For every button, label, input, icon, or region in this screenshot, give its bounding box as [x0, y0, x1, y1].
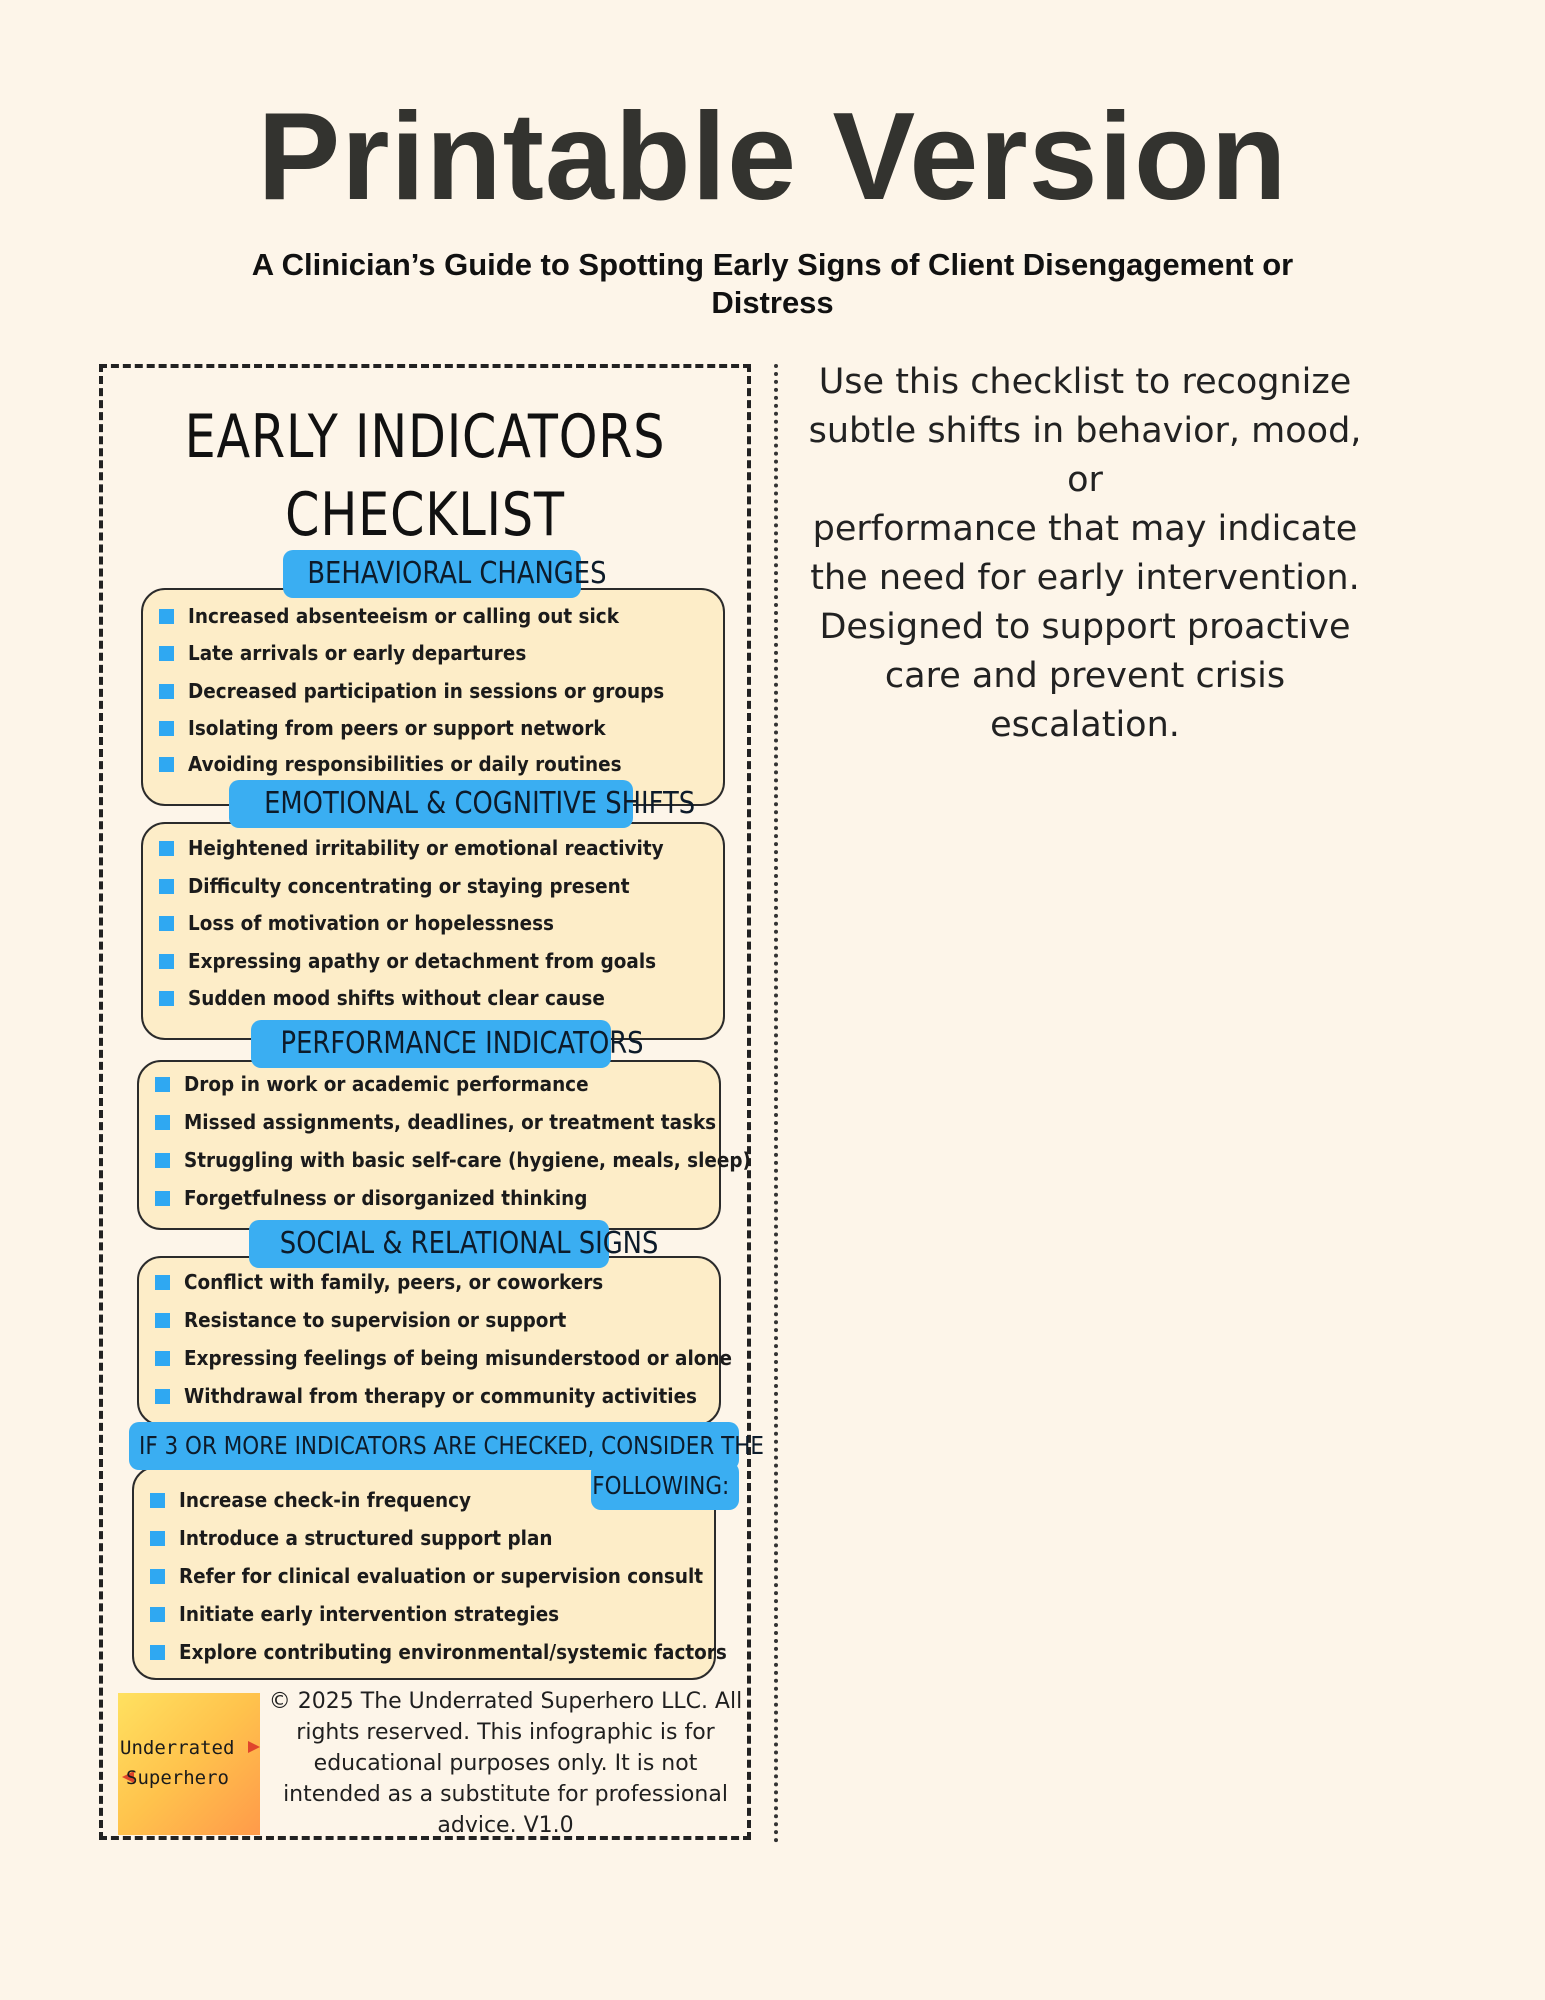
checkbox-square-icon[interactable] — [155, 1313, 170, 1328]
section-box-social — [137, 1256, 732, 1426]
checkbox-square-icon[interactable] — [159, 721, 174, 736]
section-box-behavioral — [141, 588, 725, 806]
description-line-5: Designed to support proactive — [819, 607, 1351, 647]
section-heading-behavioral: BEHAVIORAL CHANGES — [283, 550, 581, 598]
page-title: Printable Version — [257, 88, 1288, 226]
section-heading-social: SOCIAL & RELATIONAL SIGNS — [249, 1220, 609, 1268]
checklist-item[interactable]: Increased absenteeism or calling out sick — [159, 604, 656, 628]
checkbox-square-icon[interactable] — [155, 1191, 170, 1206]
checklist-title-line-2: CHECKLIST — [285, 480, 565, 550]
checklist-item[interactable]: Expressing feelings of being misunderstood or alone — [155, 1346, 780, 1370]
checkbox-square-icon[interactable] — [155, 1077, 170, 1092]
description-line-3: performance that may indicate — [812, 509, 1358, 549]
checklist-item[interactable]: Missed assignments, deadlines, or treatment tasks — [155, 1110, 762, 1134]
checklist-item[interactable]: Heightened irritability or emotional reactivity — [159, 836, 705, 860]
logo-line-1: Underrated — [120, 1737, 235, 1759]
checklist-item[interactable]: Sudden mood shifts without clear cause — [159, 986, 641, 1010]
checklist-item[interactable]: Difficulty concentrating or staying present — [159, 874, 668, 898]
checklist-item[interactable]: Resistance to supervision or support — [155, 1308, 600, 1332]
action-heading-line-1: IF 3 OR MORE INDICATORS ARE CHECKED, CONSIDER THE — [139, 1431, 764, 1460]
action-heading — [129, 1422, 764, 1510]
checkbox-square-icon[interactable] — [150, 1607, 165, 1622]
section-heading-emotional: EMOTIONAL & COGNITIVE SHIFTS — [229, 780, 633, 828]
description-text — [790, 358, 1380, 750]
checkbox-square-icon[interactable] — [155, 1115, 170, 1130]
checklist-item[interactable]: Introduce a structured support plan — [150, 1526, 585, 1550]
checkbox-square-icon[interactable] — [150, 1531, 165, 1546]
checkbox-square-icon[interactable] — [159, 879, 174, 894]
checklist-item[interactable]: Isolating from peers or support network — [159, 716, 642, 740]
section-box-performance — [137, 1060, 751, 1230]
subtitle-line-2: Distress — [711, 285, 834, 320]
logo-text — [120, 1733, 260, 1793]
checklist-item[interactable]: Decreased participation in sessions or groups — [159, 679, 706, 703]
section-heading-performance: PERFORMANCE INDICATORS — [251, 1020, 611, 1068]
checkbox-square-icon[interactable] — [159, 646, 174, 661]
checklist-item[interactable]: Forgetfulness or disorganized thinking — [155, 1186, 623, 1210]
checklist-item[interactable]: Avoiding responsibilities or daily routines — [159, 752, 659, 776]
checkbox-square-icon[interactable] — [159, 609, 174, 624]
checklist-item[interactable]: Late arrivals or early departures — [159, 641, 556, 665]
checkbox-square-icon[interactable] — [155, 1275, 170, 1290]
checklist-item[interactable]: Struggling with basic self-care (hygiene, meals, sleep) — [155, 1148, 800, 1172]
copyright-footer: © 2025 The Underrated Superhero LLC. All rights reserved. This infographic is for educational purposes only. It is not intended as a substitute for professional advice. V1.0 — [268, 1689, 743, 1838]
checklist-title-line-1: EARLY INDICATORS — [184, 402, 666, 472]
checkbox-square-icon[interactable] — [159, 991, 174, 1006]
description-line-4: the need for early intervention. — [810, 558, 1360, 598]
section-box-emotional — [141, 822, 725, 1040]
brand-logo — [118, 1693, 260, 1835]
checklist-item[interactable]: Explore contributing environmental/systemic factors — [150, 1640, 774, 1664]
checklist-title — [161, 398, 689, 554]
checklist-item[interactable]: Drop in work or academic performance — [155, 1072, 624, 1096]
checkbox-square-icon[interactable] — [150, 1645, 165, 1660]
description-line-2: subtle shifts in behavior, mood, or — [808, 411, 1362, 500]
checkbox-square-icon[interactable] — [159, 757, 174, 772]
column-divider — [774, 364, 778, 1844]
checklist-card — [99, 364, 764, 1840]
checkbox-square-icon[interactable] — [159, 954, 174, 969]
checkbox-square-icon[interactable] — [159, 916, 174, 931]
logo-line-2: Superhero — [126, 1767, 229, 1789]
checkbox-square-icon[interactable] — [155, 1153, 170, 1168]
checkbox-square-icon[interactable] — [150, 1569, 165, 1584]
checkbox-square-icon[interactable] — [159, 841, 174, 856]
checkbox-square-icon[interactable] — [159, 684, 174, 699]
checkbox-square-icon[interactable] — [155, 1351, 170, 1366]
checklist-item[interactable]: Expressing apathy or detachment from goals — [159, 949, 697, 973]
page-subtitle — [150, 246, 1395, 322]
checklist-item[interactable]: Refer for clinical evaluation or supervision consult — [150, 1564, 749, 1588]
checklist-item[interactable]: Increase check-in frequency — [150, 1488, 496, 1512]
description-line-1: Use this checklist to recognize — [818, 362, 1352, 402]
checklist-item[interactable]: Withdrawal from therapy or community activities — [155, 1384, 742, 1408]
checklist-item[interactable]: Loss of motivation or hopelessness — [159, 911, 586, 935]
description-line-6: care and prevent crisis escalation. — [884, 656, 1286, 745]
subtitle-line-1: A Clinician’s Guide to Spotting Early Signs of Client Disengagement or — [251, 247, 1294, 282]
action-heading-line-2: FOLLOWING: — [592, 1471, 729, 1500]
checklist-item[interactable]: Conflict with family, peers, or coworkers — [155, 1270, 640, 1294]
checklist-item[interactable]: Initiate early intervention strategies — [150, 1602, 592, 1626]
checkbox-square-icon[interactable] — [155, 1389, 170, 1404]
